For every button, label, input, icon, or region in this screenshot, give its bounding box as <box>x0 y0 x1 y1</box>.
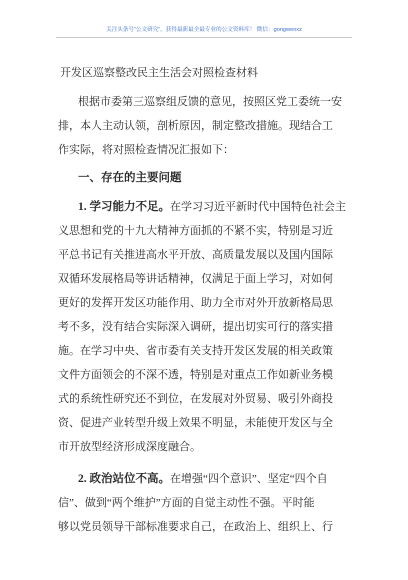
item-line: 施。在学习中央、省市委有关支持开发区发展的相关政策 <box>58 345 333 357</box>
item-line: 考不多，没有结合实际深入调研，提出切实可行的落实措 <box>58 321 333 333</box>
problem-item-2 <box>58 467 350 539</box>
item-line: 够以党员领导干部标准要求自己，在政治上、组织上、行 <box>58 521 333 533</box>
item-lead: 2. 政治站位不高。 <box>78 473 170 485</box>
item-line: 更好的发挥开发区功能作用、助力全市对外开放新格局思 <box>58 297 333 309</box>
item-line: 双循环发展格局等讲话精神，仅满足于面上学习，对如何 <box>58 273 333 285</box>
item-line: 资、促进产业转型升级上效果不明显，未能使开发区与全 <box>58 417 333 429</box>
header-banner: 关注头条号“公文研究”，获得最新最全最专业的公文资料库！ 微信：gongwenxz <box>106 27 302 33</box>
header-divider <box>56 37 352 38</box>
item-lead: 1. 学习能力不足。 <box>78 201 170 213</box>
document-title: 开发区巡察整改民主生活会对照检查材料 <box>60 67 258 79</box>
section-heading: 一、存在的主要问题 <box>78 172 182 184</box>
section-heading-block <box>58 166 350 190</box>
item-text: 在学习习近平新时代中国特色社会主 <box>170 201 346 213</box>
intro-paragraph <box>58 90 350 162</box>
item-line: 文件方面领会的不深不透，特别是对重点工作如新业务模 <box>58 369 333 381</box>
item-line: 平总书记有关推进高水平开放、高质量发展以及国内国际 <box>58 249 333 261</box>
intro-line: 作实际，将对照检查情况汇报如下： <box>58 144 234 156</box>
item-first-line <box>58 195 350 219</box>
intro-line: 排，本人主动认领，剖析原因，制定整改措施。现结合工 <box>58 120 333 132</box>
item-line: 义思想和党的十九大精神方面抓的不紧不实，特别是习近 <box>58 225 333 237</box>
item-text: 在增强“四个意识”、坚定“四个自 <box>170 473 328 485</box>
item-line: 市开放型经济形成深度融合。 <box>58 441 201 453</box>
problem-item-1 <box>58 195 350 459</box>
item-line: 式的系统性研究还不到位，在发展对外贸易、吸引外商投 <box>58 393 333 405</box>
intro-line: 根据市委第三巡察组反馈的意见，按照区党工委统一安 <box>78 96 342 108</box>
item-line: 信”、做到“两个维护”方面的自觉主动性不强。平时能 <box>58 497 315 509</box>
item-first-line <box>58 467 350 491</box>
